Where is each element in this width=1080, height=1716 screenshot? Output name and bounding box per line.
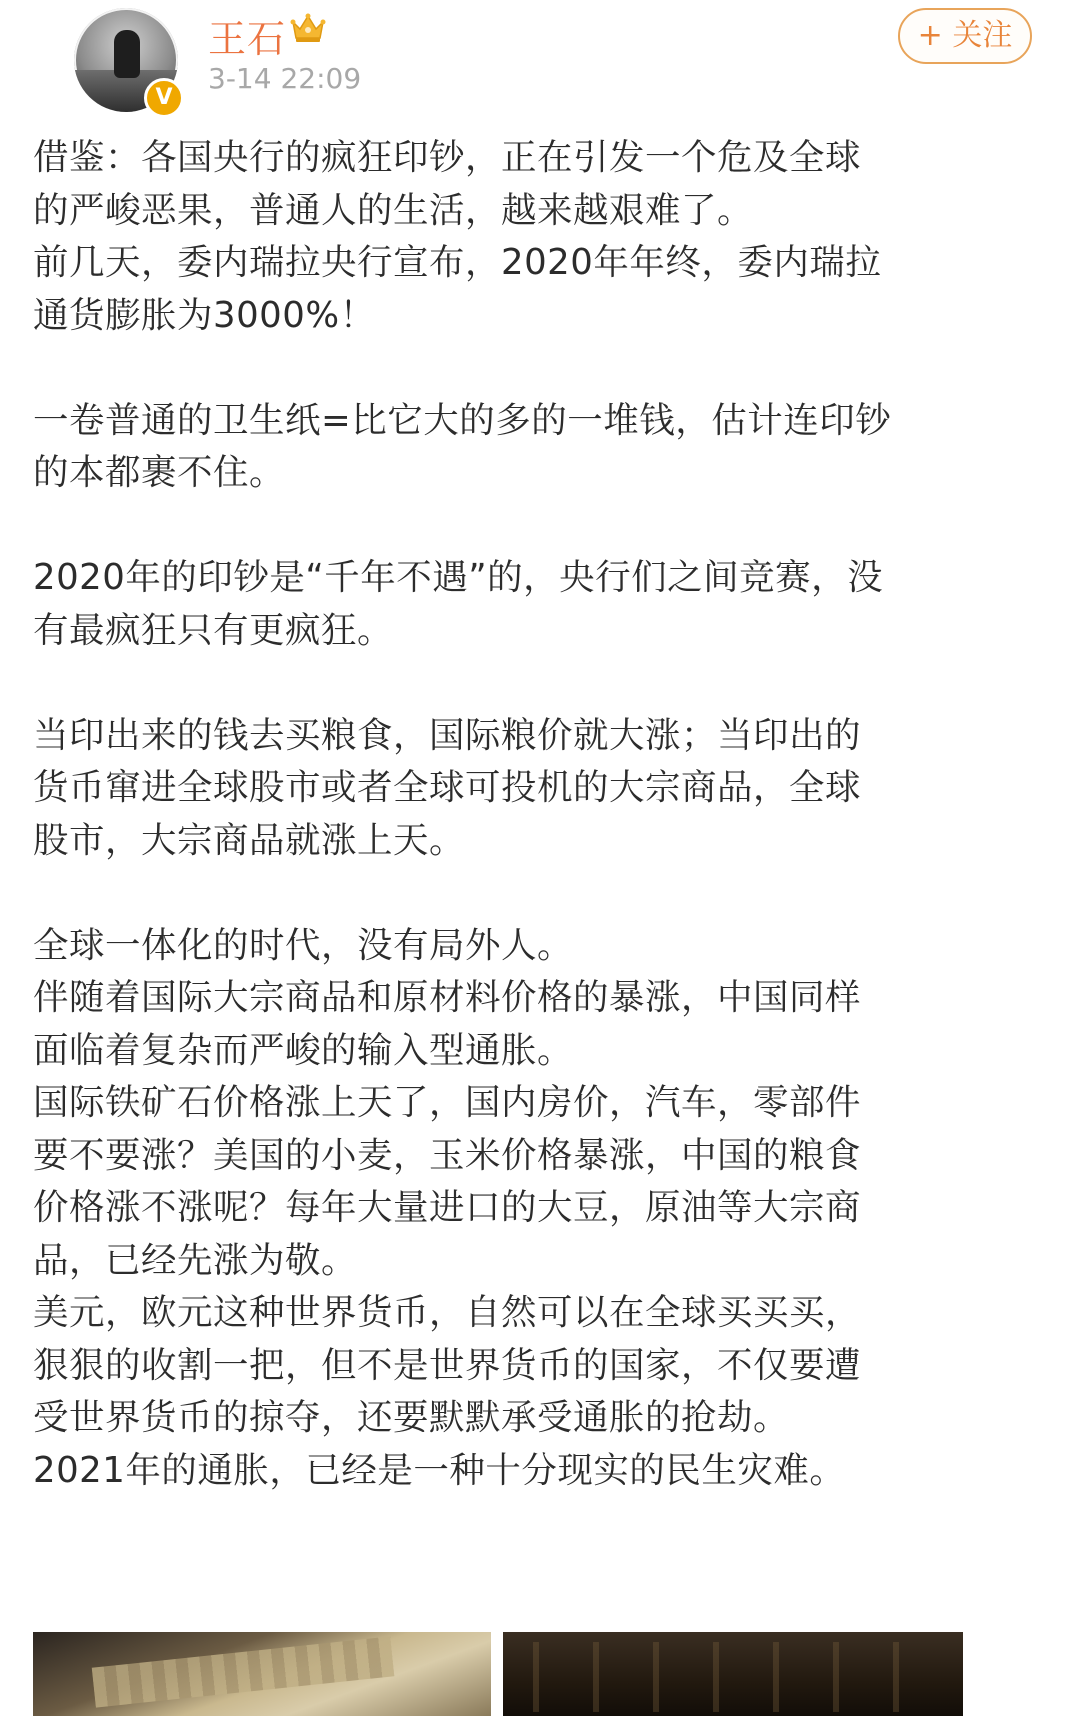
post-text-line: 当印出来的钱去买粮食，国际粮价就大涨；当印出的 [33,714,862,756]
post-body [33,132,953,1497]
post-header [36,0,1032,130]
post-text-line: 一卷普通的卫生纸=比它大的多的一堆钱，估计连印钞 [33,399,892,441]
post-text-line: 前几天，委内瑞拉央行宣布，2020年年终，委内瑞拉 [33,242,882,283]
post-text-line: 的严峻恶果，普通人的生活，越来越艰难了。 [33,189,754,231]
post-text-line: 借鉴：各国央行的疯狂印钞，正在引发一个危及全球 [33,137,862,178]
post-images [33,1632,963,1716]
post-text-line: 价格涨不涨呢？每年大量进口的大豆，原油等大宗商 [33,1187,862,1228]
post-text-line: 货币窜进全球股市或者全球可投机的大宗商品，全球 [33,767,862,808]
post-text-line: 2020年的印钞是“千年不遇”的，央行们之间竞赛，没 [33,557,884,598]
post-text-line: 有最疯狂只有更疯狂。 [33,609,394,651]
post-text-line: 股市，大宗商品就涨上天。 [33,819,466,861]
post-text-line: 伴随着国际大宗商品和原材料价格的暴涨，中国同样 [33,977,862,1018]
post-text-line: 狠狠的收割一把，但不是世界货币的国家，不仅要遭 [33,1344,862,1386]
post-text-line: 要不要涨？美国的小麦，玉米价格暴涨，中国的粮食 [33,1134,862,1176]
post-text-line: 2021年的通胀，已经是一种十分现实的民生灾难。 [33,1449,846,1491]
post-text-line: 全球一体化的时代，没有局外人。 [33,924,574,966]
post-text-line: 受世界货币的掠夺，还要默默承受通胀的抢劫。 [33,1397,790,1438]
post-image-money[interactable] [33,1632,491,1716]
post-image-dark[interactable] [503,1632,963,1716]
blank-line [33,500,953,553]
post-text-line: 国际铁矿石价格涨上天了，国内房价，汽车，零部件 [33,1082,862,1123]
blank-line [33,657,953,710]
post-text-line: 通货膨胀为3000%！ [33,294,376,336]
username[interactable]: 王石 [208,17,287,61]
avatar-person [114,30,140,78]
verified-v-icon: V [144,78,184,118]
crown-icon [290,12,326,44]
blank-line [33,342,953,395]
post-text-line: 美元，欧元这种世界货币，自然可以在全球买买买， [33,1292,862,1333]
post-text-line: 品，已经先涨为敬。 [33,1239,358,1281]
post-text-line: 的本都裹不住。 [33,452,286,493]
blank-line [33,867,953,920]
post-timestamp: 3-14 22:09 [208,62,362,95]
post-text-line: 面临着复杂而严峻的输入型通胀。 [33,1029,574,1071]
follow-button[interactable]: + 关注 [898,8,1032,64]
